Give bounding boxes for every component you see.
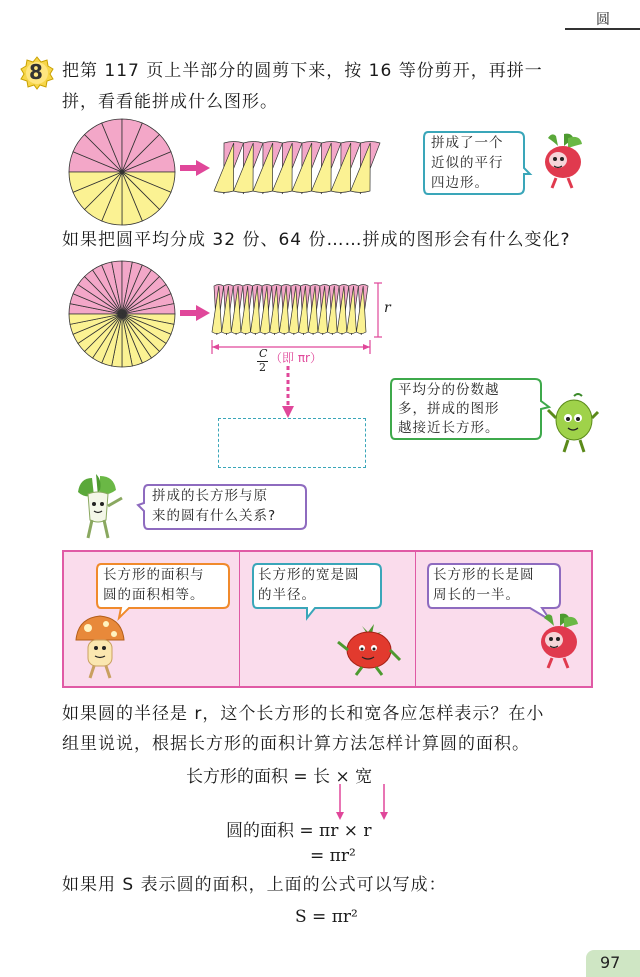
c-over-2-note: （即 πr） <box>270 351 322 365</box>
radish-mascot-icon <box>538 132 588 192</box>
c-over-2-denominator: 2 <box>259 361 266 374</box>
bubble2-line1: 平均分的份数越 <box>398 382 500 398</box>
mushroom-mascot-icon <box>72 614 128 680</box>
near-rectangle-of-sectors <box>212 283 370 337</box>
text-radius-question-line2: 组里说说，根据长方形的面积计算方法怎样计算圆的面积。 <box>62 734 530 754</box>
problem-text-line2: 拼，看看能拼成什么图形。 <box>62 92 278 112</box>
height-dimension-marker <box>372 282 384 338</box>
bubble2-line2: 多，拼成的图形 <box>398 401 500 417</box>
green-vegetable-mascot-icon <box>548 392 600 454</box>
page-number: 97 <box>600 953 621 972</box>
panel-divider <box>415 552 416 686</box>
bubble1-line2: 近似的平行 <box>431 155 504 171</box>
bubble2-line3: 越接近长方形。 <box>398 420 500 436</box>
parallelogram-of-sectors <box>214 140 382 196</box>
bubble1-line3: 四边形。 <box>431 175 489 191</box>
bubble3-line1: 拼成的长方形与原 <box>152 488 268 504</box>
problem-text-line1: 把第 117 页上半部分的圆剪下来，按 16 等份剪开，再拼一 <box>62 61 543 81</box>
text-s-definition: 如果用 S 表示圆的面积，上面的公式可以写成： <box>62 875 447 895</box>
formula-pi-r-squared: = πr² <box>310 846 356 866</box>
text-radius-question-line1: 如果圆的半径是 r，这个长方形的长和宽各应怎样表示？在小 <box>62 704 545 724</box>
formula-circle-area: 圆的面积 = πr × r <box>226 821 372 841</box>
dashed-arrow-down-icon <box>280 366 296 418</box>
arrow-right-icon <box>180 305 210 321</box>
problem-number: 8 <box>29 60 43 84</box>
formula-final: S = πr² <box>295 907 358 927</box>
bubble3-line2: 来的圆有什么关系? <box>152 508 277 524</box>
header-rule <box>565 28 640 30</box>
tomato-mascot-icon <box>334 620 404 676</box>
panel-bubble3-line2: 周长的一半。 <box>433 587 520 603</box>
c-over-2-numerator: C <box>259 347 268 360</box>
arrow-right-icon <box>180 160 210 176</box>
panel-bubble1-line2: 圆的面积相等。 <box>103 587 205 603</box>
radius-label: r <box>384 300 391 316</box>
panel-bubble2-line2: 的半径。 <box>258 587 316 603</box>
panel-divider <box>239 552 240 686</box>
circle-16-parts <box>67 117 177 227</box>
panel-bubble3-line1: 长方形的长是圆 <box>433 567 535 583</box>
question-32-64-parts: 如果把圆平均分成 32 份、64 份……拼成的图形会有什么变化? <box>62 230 571 250</box>
panel-bubble2-line1: 长方形的宽是圆 <box>258 567 360 583</box>
circle-32-parts <box>67 259 177 369</box>
answer-placeholder-box <box>218 418 366 468</box>
radish-mascot-icon <box>534 612 584 672</box>
formula-rect-area: 长方形的面积 = 长 × 宽 <box>186 767 373 787</box>
bubble1-line1: 拼成了一个 <box>431 135 504 151</box>
panel-bubble1-line1: 长方形的面积与 <box>103 567 205 583</box>
bok-choy-mascot-icon <box>70 474 130 542</box>
header-section-label: 圆 <box>596 12 610 28</box>
